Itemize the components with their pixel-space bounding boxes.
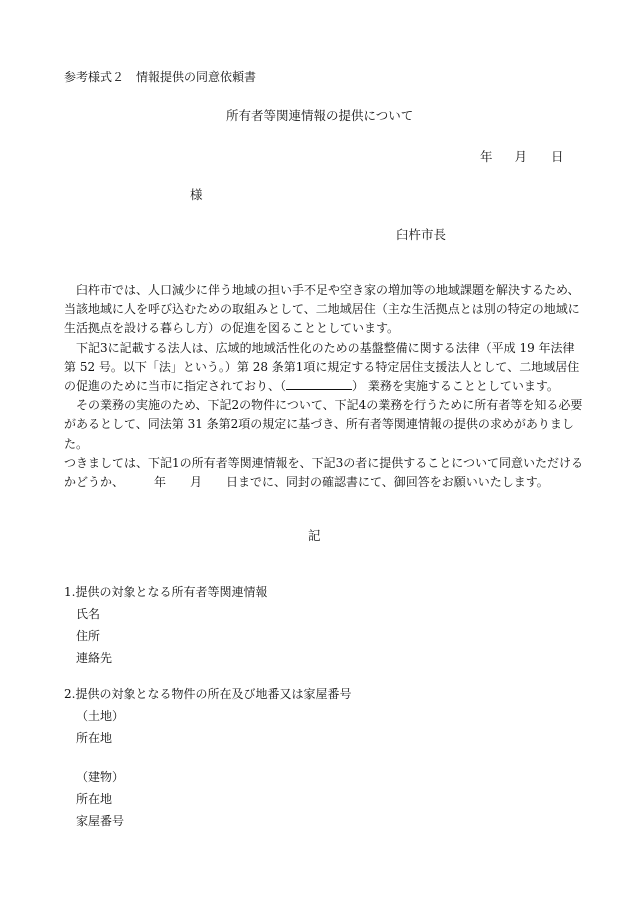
- date-year-label: 年: [480, 149, 493, 164]
- section-1-title: 1.提供の対象となる所有者等関連情報: [64, 585, 268, 599]
- date-line: [480, 147, 564, 165]
- section-1-item-address: 住所: [76, 629, 101, 643]
- body-paragraph-2-part-a: 下記3に記載する法人は、広域的地域活性化のための基盤整備に関する法律（平成 19 年法律第 52 号。以下「法」という。）第 28 条第1項に規定する特定居住支援法人として、二地域居住の促進のために当市に指定されており、（: [64, 340, 580, 394]
- body-paragraph-1: 臼杵市では、人口減少に伴う地域の担い手不足や空き家の増加等の地域課題を解決するため、当該地域に人を呼び込むための取組みとして、二地域居住（主な生活拠点とは別の特定の地域に生活拠点を設ける暮らし方）の促進を図ることとしています。: [64, 283, 580, 336]
- document-title: 所有者等関連情報の提供について: [226, 108, 414, 123]
- section-1-item-contact: 連絡先: [76, 651, 113, 665]
- section-2-land-label: （土地）: [76, 709, 125, 723]
- form-label: 参考様式２ 情報提供の同意依頼書: [64, 70, 257, 84]
- body-paragraph-4: つきましては、下記1の所有者等関連情報を、下記3の者に提供することについて同意いただけるかどうか、 年 月 日までに、同封の確認書にて、御回答をお願いいたします。: [64, 455, 584, 490]
- date-day-label: 日: [551, 149, 564, 164]
- section-2-building-location: 所在地: [76, 792, 113, 806]
- business-name-blank: [286, 377, 352, 390]
- body-paragraph-2: [64, 339, 584, 397]
- body-paragraph-2-part-b: ） 業務を実施することとしています。: [352, 379, 559, 394]
- section-1-item-name: 氏名: [76, 607, 101, 621]
- body-paragraph-3: その業務の実施のため、下記2の物件について、下記4の業務を行うために所有者等を知る必要があるとして、同法第 31 条第2項の規定に基づき、所有者等関連情報の提供の求めがありました。: [64, 398, 583, 451]
- section-2-title: 2.提供の対象となる物件の所在及び地番又は家屋番号: [64, 687, 352, 701]
- ki-heading: 記: [308, 528, 321, 543]
- section-2-building-label: （建物）: [76, 770, 125, 784]
- letter-body: [64, 281, 584, 492]
- section-2-building-number: 家屋番号: [76, 814, 125, 828]
- section-2-land-location: 所在地: [76, 731, 113, 745]
- addressee-honorific: 様: [190, 187, 203, 202]
- sender-name: 臼杵市長: [396, 227, 447, 242]
- date-month-label: 月: [514, 149, 528, 164]
